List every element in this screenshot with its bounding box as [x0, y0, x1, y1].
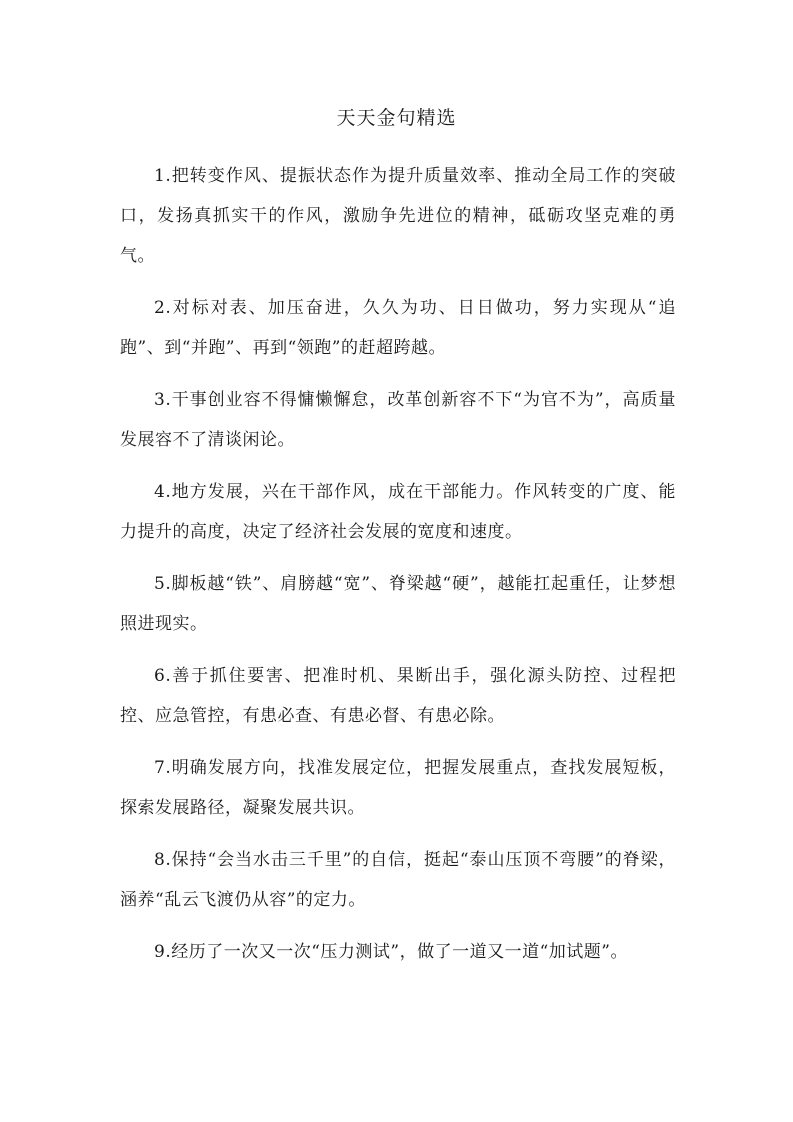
paragraph-7: 7.明确发展方向，找准发展定位，把握发展重点，查找发展短板，探索发展路径，凝聚发展共识。: [120, 758, 676, 818]
paragraph-6: 6.善于抓住要害、把准时机、果断出手，强化源头防控、过程把控、应急管控，有患必查、有患必督、有患必除。: [120, 666, 676, 726]
paragraph-2: 2.对标对表、加压奋进，久久为功、日日做功，努力实现从“追跑”、到“并跑”、再到“领跑”的赶超跨越。: [120, 298, 676, 358]
paragraph-4: 4.地方发展，兴在干部作风，成在干部能力。作风转变的广度、能力提升的高度，决定了经济社会发展的宽度和速度。: [120, 482, 676, 542]
paragraph-1: 1.把转变作风、提振状态作为提升质量效率、推动全局工作的突破口，发扬真抓实干的作风，激励争先进位的精神，砥砺攻坚克难的勇气。: [120, 166, 676, 266]
document-body: [120, 156, 676, 984]
document-title: 天天金句精选: [336, 107, 457, 129]
paragraph-3: 3.干事创业容不得慵懒懈怠，改革创新容不下“为官不为”，高质量发展容不了清谈闲论。: [120, 390, 676, 450]
paragraph-8: 8.保持“会当水击三千里”的自信，挺起“泰山压顶不弯腰”的脊梁，涵养“乱云飞渡仍从容”的定力。: [120, 850, 676, 910]
paragraph-5: 5.脚板越“铁”、肩膀越“宽”、脊梁越“硬”，越能扛起重任，让梦想照进现实。: [120, 574, 676, 634]
paragraph-9: 9.经历了一次又一次“压力测试”，做了一道又一道“加试题”。: [154, 942, 628, 962]
